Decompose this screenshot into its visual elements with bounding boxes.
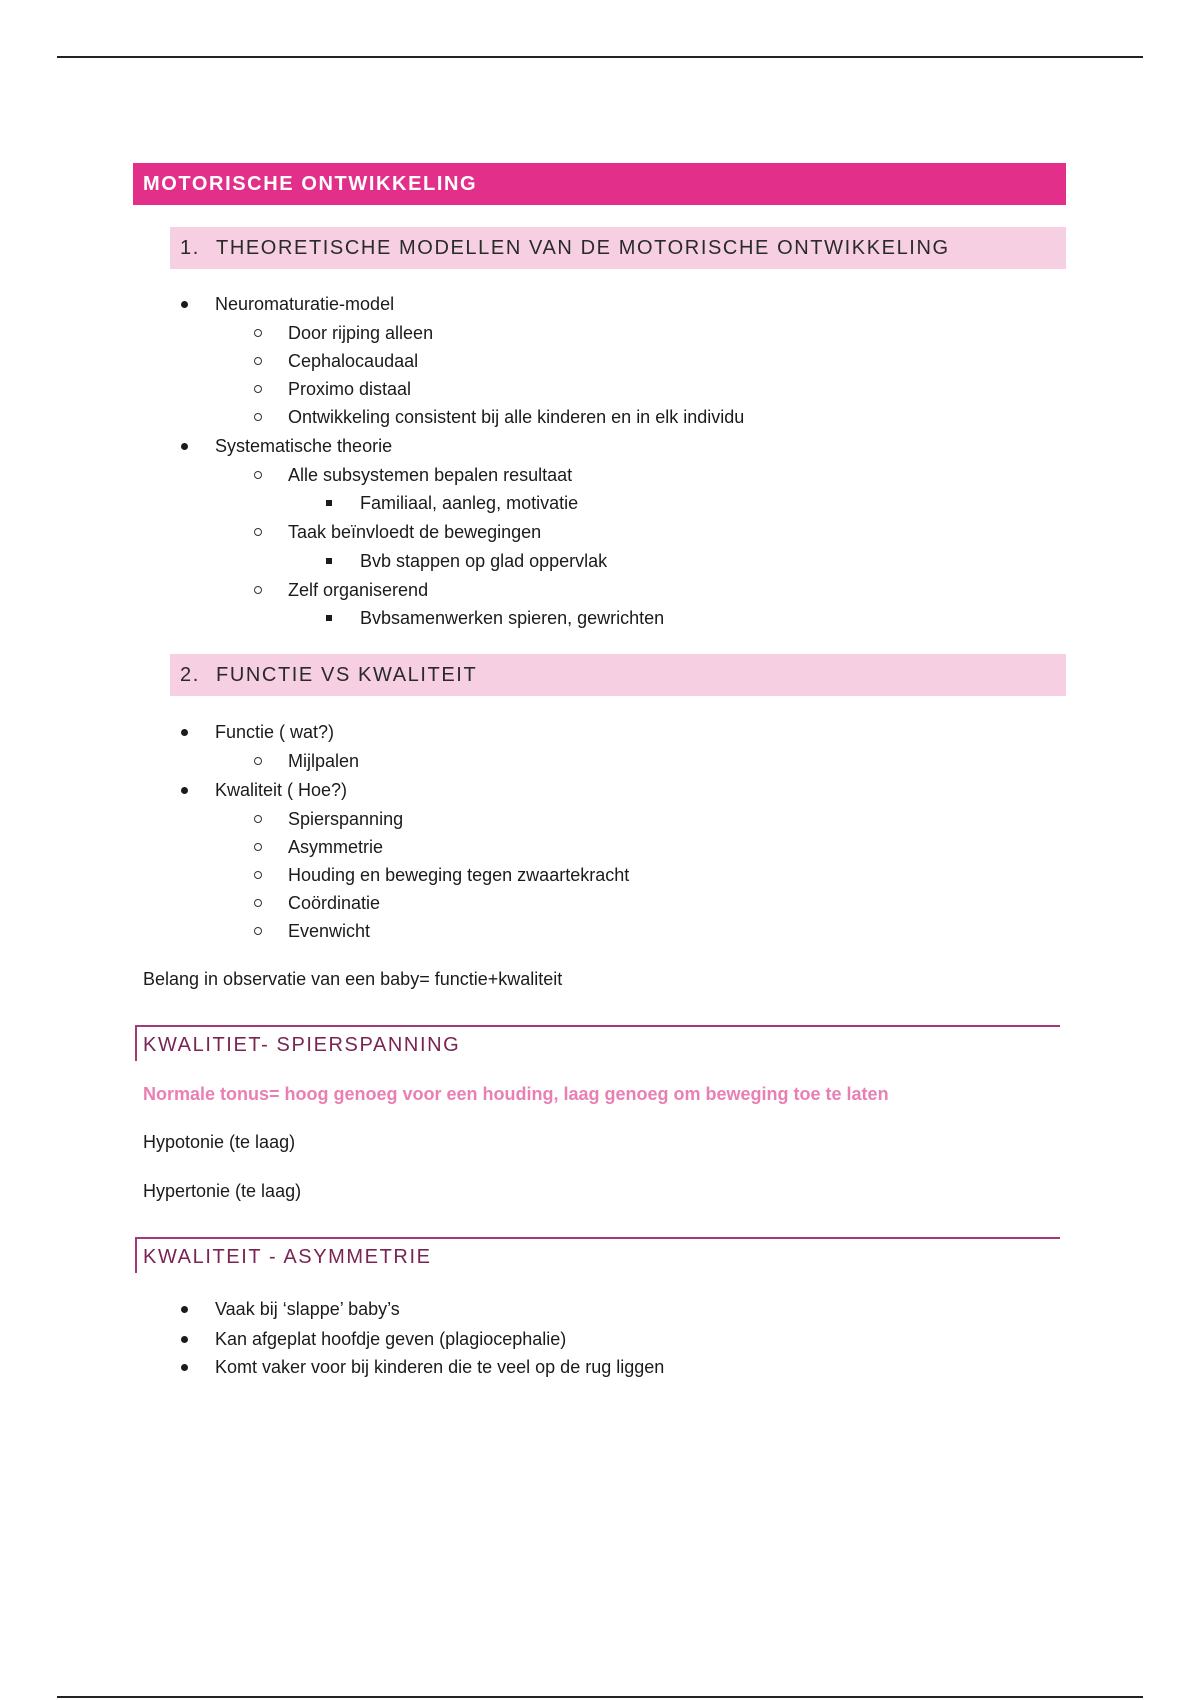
main-heading: MOTORISCHE ONTWIKKELING: [133, 163, 1066, 205]
hypotonie-line: Hypotonie (te laag): [143, 1132, 296, 1152]
square-bullet-icon: [326, 615, 332, 621]
bullet-icon: [181, 1306, 188, 1313]
section-4-heading: KWALITEIT - ASYMMETRIE: [135, 1237, 1060, 1273]
list-item: Asymmetrie: [288, 837, 384, 857]
tonus-definition: Normale tonus= hoog genoeg voor een houding, laag genoeg om beweging toe te laten: [143, 1084, 889, 1104]
section-2-number: 2.: [180, 664, 200, 686]
list-item: Vaak bij ‘slappe’ baby’s: [215, 1299, 400, 1319]
list-item: Evenwicht: [288, 921, 371, 941]
list-item: Spierspanning: [288, 809, 404, 829]
list-item: Komt vaker voor bij kinderen die te veel op de rug liggen: [215, 1357, 665, 1377]
circle-bullet-icon: [254, 357, 262, 365]
list-item: Ontwikkeling consistent bij alle kinderen en in elk individu: [288, 407, 745, 427]
section-1-number: 1.: [180, 237, 200, 259]
circle-bullet-icon: [254, 471, 262, 479]
square-bullet-icon: [326, 500, 332, 506]
list-item: Cephalocaudaal: [288, 351, 419, 371]
circle-bullet-icon: [254, 815, 262, 823]
list-item: Proximo distaal: [288, 379, 412, 399]
list-item: Houding en beweging tegen zwaartekracht: [288, 865, 630, 885]
list-item: Taak beïnvloedt de bewegingen: [288, 522, 542, 542]
circle-bullet-icon: [254, 927, 262, 935]
list-item: Bvbsamenwerken spieren, gewrichten: [360, 608, 665, 628]
list-item: Functie ( wat?): [215, 722, 335, 742]
bullet-icon: [181, 443, 188, 450]
bullet-icon: [181, 301, 188, 308]
bullet-icon: [181, 1364, 188, 1371]
circle-bullet-icon: [254, 757, 262, 765]
observation-note: Belang in observatie van een baby= functie+kwaliteit: [143, 969, 563, 989]
list-item: Alle subsystemen bepalen resultaat: [288, 465, 573, 485]
list-item: Neuromaturatie-model: [215, 294, 395, 314]
circle-bullet-icon: [254, 385, 262, 393]
square-bullet-icon: [326, 558, 332, 564]
circle-bullet-icon: [254, 871, 262, 879]
section-1-heading: [170, 227, 1066, 269]
header-rule: [57, 56, 1143, 58]
section-1-title: THEORETISCHE MODELLEN VAN DE MOTORISCHE ONTWIKKELING: [216, 237, 950, 259]
list-item: Bvb stappen op glad oppervlak: [360, 551, 608, 571]
section-3-heading: KWALITIET- SPIERSPANNING: [135, 1025, 1060, 1061]
list-item: Kan afgeplat hoofdje geven (plagiocephalie): [215, 1329, 567, 1349]
list-item: Kwaliteit ( Hoe?): [215, 780, 348, 800]
list-item: Mijlpalen: [288, 751, 360, 771]
bullet-icon: [181, 729, 188, 736]
circle-bullet-icon: [254, 899, 262, 907]
circle-bullet-icon: [254, 329, 262, 337]
bullet-icon: [181, 787, 188, 794]
list-item: Zelf organiserend: [288, 580, 429, 600]
bullet-icon: [181, 1336, 188, 1343]
list-item: Familiaal, aanleg, motivatie: [360, 493, 579, 513]
list-item: Systematische theorie: [215, 436, 393, 456]
circle-bullet-icon: [254, 528, 262, 536]
section-2-title: FUNCTIE VS KWALITEIT: [216, 664, 478, 686]
circle-bullet-icon: [254, 586, 262, 594]
circle-bullet-icon: [254, 413, 262, 421]
section-2-heading: [170, 654, 1066, 696]
list-item: Door rijping alleen: [288, 323, 434, 343]
hypertonie-line: Hypertonie (te laag): [143, 1181, 302, 1201]
list-item: Coördinatie: [288, 893, 381, 913]
footer-rule: [57, 1696, 1143, 1698]
circle-bullet-icon: [254, 843, 262, 851]
